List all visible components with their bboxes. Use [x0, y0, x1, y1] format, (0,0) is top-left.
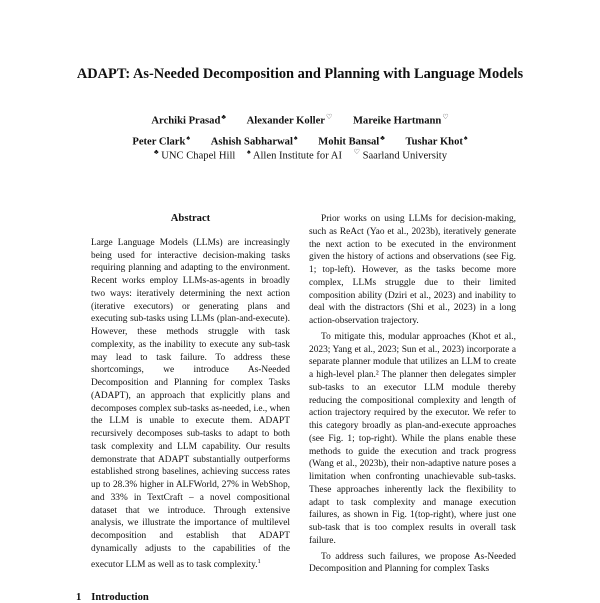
affiliation: ♠ Allen Institute for AI	[247, 148, 342, 162]
affiliation-mark: ♠	[293, 133, 298, 142]
paper-title: ADAPT: As-Needed Decomposition and Planning with Language Models	[76, 66, 524, 82]
author-row-1	[0, 109, 600, 130]
author-row-2	[0, 130, 600, 151]
footnote-mark: 1	[257, 557, 261, 565]
affiliation: ♡ Saarland University	[353, 148, 448, 162]
affiliation-mark: ♣	[221, 113, 226, 121]
author: Mohit Bansal♣	[318, 133, 385, 148]
intro-paragraph-2: To mitigate this, modular approaches (Khot et al., 2023; Yang et al., 2023; Sun et al., 2023) incorporate a separate planner module that utilizes an LLM to create a high-level plan.² The planner then delegates simpler sub-tasks to an executor LLM module thereby reducing the compositional complexity and length of action trajectory required by the executor. We refer to this category broadly as plan-and-execute approaches (see Fig. 1; top-right). While the plans enable these methods to guide the execution and track progress (Wang et al., 2023b), their non-adaptive nature poses a limitation when confronting unachievable sub-tasks. These approaches inherently lack the flexibility to adapt to task complexity and manage execution failures, as shown in Fig. 1(top-right), where just one sub-task that is too complex results in overall task failure.	[309, 331, 516, 546]
affiliation-mark: ♡	[442, 113, 449, 121]
section-heading	[76, 592, 159, 603]
left-column	[87, 213, 294, 571]
author: Mareike Hartmann♡	[352, 113, 449, 127]
intro-paragraph-1: Prior works on using LLMs for decision-making, such as ReAct (Yao et al., 2023b), iteratively generate the next action to be executed in the environment given the history of actions and observations (see Fig. 1; top-left). However, as the tasks become more complex, LLMs struggle due to their limited composition ability (Dziri et al., 2023) and inability to deal with the distractors (Shi et al., 2023) in a long action-observation trajectory.	[309, 214, 516, 326]
section-title: Introduction	[91, 592, 149, 603]
author: Ashish Sabharwal♠	[210, 133, 298, 148]
right-column	[309, 213, 516, 579]
affiliation: ♣ UNC Chapel Hill	[153, 148, 236, 162]
author-list	[0, 109, 600, 150]
author: Tushar Khot♠	[405, 133, 468, 148]
affiliation-list	[0, 148, 600, 162]
author: Peter Clark♠	[132, 133, 191, 148]
affiliation-mark: ♣	[380, 133, 385, 142]
abstract-body: Large Language Models (LLMs) are increasingly being used for interactive decision-making tasks requiring planning and adapting to the environment. Recent works employ LLMs-as-agents in broadly two ways: iteratively determining the next action (iterative executors) or generating plans and executing sub-tasks using LLMs (plan-and-execute). However, these methods struggle with task complexity, as the inability to execute any sub-task may lead to task failure. To address these shortcomings, we introduce As-Needed Decomposition and Planning for complex Tasks (ADAPT), an approach that explicitly plans and decomposes complex sub-tasks as-needed, i.e., when the LLM is unable to execute them. ADAPT recursively decomposes sub-tasks to adapt to both task complexity and LLM capability. Our results demonstrate that ADAPT substantially outperforms established strong baselines, achieving success rates up to 28.3% higher in ALFWorld, 27% in WebShop, and 33% in TextCraft – a novel compositional dataset that we introduce. Through extensive analysis, we illustrate the importance of multilevel decomposition and establish that ADAPT dynamically adjusts to the capabilities of the executor LLM as well as to task complexity.$^1$	[91, 237, 290, 570]
author: Alexander Koller♡	[246, 113, 333, 127]
author: Archiki Prasad♣	[151, 113, 226, 127]
section-number: 1	[76, 592, 82, 603]
abstract-heading: Abstract	[170, 213, 211, 224]
affiliation-mark: ♠	[186, 133, 191, 142]
affiliation-mark: ♡	[326, 113, 333, 121]
intro-paragraph-3: To address such failures, we propose As-Needed Decomposition and Planning for complex Tasks	[309, 551, 516, 575]
affiliation-mark: ♠	[463, 133, 468, 142]
